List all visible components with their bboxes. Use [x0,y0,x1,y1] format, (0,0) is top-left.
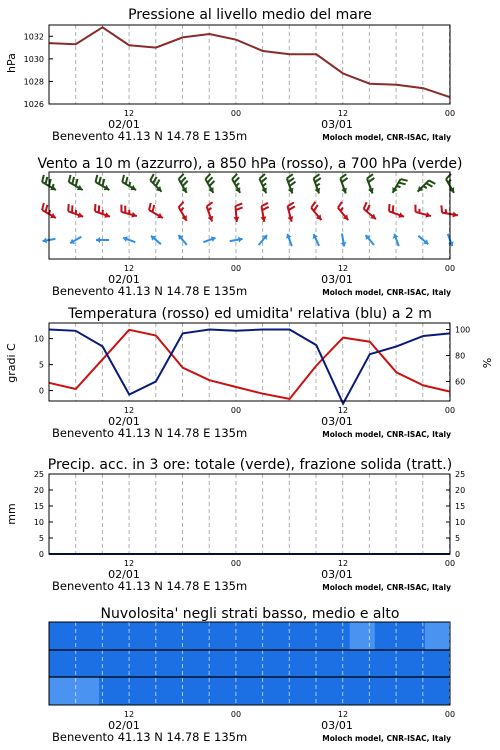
date-label: 03/01 [321,568,353,581]
cloud-cell [224,650,250,677]
wind-barb-feather [236,207,243,210]
time-tick-label: 12 [123,710,135,719]
precip-ylabel: mm [5,503,18,525]
cloud-cell [149,650,175,677]
wind-barb-feather [401,179,408,181]
model-credit: Moloch model, CNR-ISAC, Italy [322,583,451,592]
wind-barb-feather [68,204,69,211]
wind-barb-feather [262,207,269,210]
wind-barb [392,179,407,193]
model-credit: Moloch model, CNR-ISAC, Italy [322,734,451,743]
wind-barb-feather [314,174,320,178]
cloud-cell [174,650,200,677]
time-tick-label: 00 [230,710,242,719]
station-info: Benevento 41.13 N 14.78 E 135m [52,426,248,440]
model-credit: Moloch model, CNR-ISAC, Italy [322,430,451,439]
wind-barb-feather [423,186,427,188]
cloud-cell [99,650,125,677]
wind-barb [179,202,187,221]
wind-barb-feather [426,183,432,187]
wind-barb-feather [179,202,184,207]
wind-barb [233,203,242,222]
date-label: 02/01 [108,568,140,581]
cloud-cell [149,677,175,705]
cloud-cell [174,677,200,705]
time-tick-label: 00 [230,559,242,568]
wind-barb-feather [441,205,442,212]
cloud-cell [350,650,376,677]
wind-barb-feather [95,204,96,211]
y-tick-label: 80 [455,351,466,361]
time-tick-label: 00 [444,109,456,118]
wind-barb-feather [46,177,48,184]
pressure-ylabel: hPa [5,53,18,73]
wind-barb-feather [156,180,160,186]
cloud-cell [99,677,125,705]
y-tick-label: 0 [455,550,461,559]
cloud-cell [400,622,426,650]
time-tick-label: 00 [230,109,242,118]
cloud-cell [74,622,100,650]
wind-barb [207,202,214,221]
time-tick-label: 00 [230,406,242,415]
wind-barb-feather [99,177,101,184]
wind-barb-feather [429,180,435,184]
y-tick-label: 15 [455,502,466,511]
wind-barb-feather [232,174,237,179]
pressure-line [49,27,450,97]
time-tick-label: 00 [444,710,456,719]
wind-barb-feather [207,177,212,182]
time-tick-label: 12 [123,264,135,273]
temperature-panel [5,306,494,440]
cloud-cell [300,677,326,705]
cloud-cell [350,677,376,705]
cloud-cell [49,677,75,705]
wind-barb-feather [129,182,130,186]
wind-barb-feather [364,202,367,209]
cloud-cell [124,677,150,705]
y-tick-label: 20 [455,486,466,495]
cloud-panel [49,606,455,744]
date-label: 03/01 [321,719,353,732]
y-tick-label: 10 [33,518,44,527]
wind-barb-feather [367,174,373,178]
time-tick-label: 00 [444,264,456,273]
y-tick-label: 5 [38,360,44,370]
wind-arrow-head [96,237,100,243]
wind-barb-feather [96,175,98,182]
wind-barb [260,203,268,222]
cloud-cell [425,650,451,677]
wind-barb-feather [99,205,100,212]
wind-barb-feather [205,174,210,179]
wind-barb [179,174,188,193]
wind-barb-feather [290,182,296,186]
y-tick-label: 1026 [23,100,44,109]
wind-barb-feather [288,203,294,207]
wind-arrow-head [43,237,47,243]
wind-barb-head [233,217,239,222]
y-tick-label: 20 [33,486,44,495]
wind-barb [205,174,214,193]
wind-barb-feather [261,178,266,183]
cloud-cell [49,622,75,650]
y-tick-label: 5 [38,534,44,543]
wind-barb-feather [208,208,211,210]
y-tick-label: 15 [33,502,44,511]
y-tick-label: 100 [455,325,471,335]
model-credit: Moloch model, CNR-ISAC, Italy [322,133,451,142]
wind-barb [367,174,374,193]
humidity-ylabel: % [481,357,494,369]
cloud-cell [275,677,301,705]
wind-barb-feather [316,184,319,186]
wind-barb-feather [397,186,401,187]
y-tick-label: 0 [38,550,44,559]
y-tick-label: 1028 [23,77,44,87]
time-tick-label: 12 [123,559,135,568]
time-tick-label: 12 [337,264,349,273]
wind-barb [232,174,240,193]
cloud-cell [425,622,451,650]
pressure-plot-frame [49,25,450,104]
wind-barb-feather [236,183,239,186]
wind-barb-feather [149,203,151,210]
wind-barb-feather [46,205,48,212]
cloud-cell [199,622,225,650]
wind-barb-feather [389,204,390,211]
time-tick-label: 00 [444,559,456,568]
wind-arrow-head [341,242,347,246]
wind-barb-feather [209,181,214,186]
time-tick-label: 12 [337,559,349,568]
cloud-cell [275,622,301,650]
cloud-cell [325,622,351,650]
wind-panel [37,156,462,298]
date-label: 02/01 [108,415,140,428]
y-tick-label: 60 [455,377,466,387]
y-tick-label: 10 [33,334,44,344]
cloud-cell [325,650,351,677]
wind-barb-feather [399,183,406,185]
wind-barb-feather [448,180,451,183]
temperature-line [49,330,450,399]
cloud-title: Nuvolosita' negli strati basso, medio e alto [100,606,400,622]
time-tick-label: 12 [337,710,349,719]
wind-barb-feather [393,205,394,212]
cloud-cell [325,677,351,705]
cloud-cell [99,622,125,650]
cloud-cell [199,650,225,677]
cloud-cell [124,650,150,677]
model-credit: Moloch model, CNR-ISAC, Italy [322,288,451,297]
wind-barb [341,234,347,247]
pressure-panel [5,7,455,143]
cloud-cell [74,677,100,705]
station-info: Benevento 41.13 N 14.78 E 135m [52,579,248,593]
station-info: Benevento 41.13 N 14.78 E 135m [52,129,248,143]
temperature-ylabel: gradi C [5,343,18,383]
time-tick-label: 12 [123,109,135,118]
precip-plot-frame [49,474,450,554]
wind-barb-feather [126,177,128,184]
temperature-plot-frame [49,323,450,401]
wind-barb-feather [181,208,184,211]
wind-barb-feather [42,175,44,182]
wind-barb [418,180,436,191]
wind-barb-feather [234,177,239,182]
cloud-cell [124,622,150,650]
cloud-cell [275,650,301,677]
y-tick-label: 25 [455,470,466,479]
cloud-cell [174,622,200,650]
wind-title: Vento a 10 m (azzurro), a 850 hPa (rosso), a 700 hPa (verde) [37,156,463,172]
cloud-cell [300,650,326,677]
precip-title: Precip. acc. in 3 ore: totale (verde), frazione solida (tratt.) [47,457,453,473]
y-tick-label: 1030 [23,54,44,64]
wind-barb-feather [311,202,315,208]
time-tick-label: 00 [444,406,456,415]
wind-barb-feather [42,203,44,210]
wind-barb-feather [179,174,184,179]
wind-barb [287,203,294,222]
cloud-cell [224,677,250,705]
time-tick-label: 12 [123,406,135,415]
pressure-title: Pressione al livello medio del mare [128,7,372,23]
wind-barb-feather [69,175,71,182]
wind-barb-feather [122,175,124,182]
humidity-line [49,330,450,404]
station-info: Benevento 41.13 N 14.78 E 135m [52,730,248,744]
date-label: 03/01 [321,118,353,131]
y-tick-label: 25 [33,470,44,479]
wind-barb [287,174,296,193]
time-tick-label: 00 [230,264,242,273]
wind-barb-feather [150,174,154,180]
cloud-cell [149,622,175,650]
wind-barb [259,174,266,193]
cloud-cell [74,650,100,677]
time-tick-label: 12 [337,109,349,118]
wind-barb [340,174,347,193]
station-info: Benevento 41.13 N 14.78 E 135m [52,284,248,298]
cloud-cell [400,677,426,705]
wind-barb-feather [72,205,73,212]
wind-barb-feather [181,177,186,182]
wind-arrow-head [238,237,242,243]
y-tick-label: 1032 [23,32,44,42]
y-tick-label: 10 [455,518,466,527]
wind-barb-feather [338,202,342,208]
date-label: 02/01 [108,719,140,732]
time-tick-label: 12 [337,406,349,415]
precip-panel [5,457,465,593]
wind-barb-feather [263,183,266,186]
wind-barb-feather [52,184,53,188]
date-label: 03/01 [321,273,353,286]
wind-barb [448,234,454,246]
cloud-cell [49,650,75,677]
wind-barb-feather [183,181,188,186]
wind-barb-feather [340,174,346,178]
wind-barb-feather [72,177,74,184]
cloud-cell [199,677,225,705]
cloud-cell [400,650,426,677]
date-label: 03/01 [321,415,353,428]
date-label: 02/01 [108,273,140,286]
y-tick-label: 0 [38,386,44,396]
cloud-cell [224,622,250,650]
cloud-cell [350,622,376,650]
date-label: 02/01 [108,118,140,131]
cloud-cell [300,622,326,650]
temperature-title: Temperatura (rosso) ed umidita' relativa (blu) a 2 m [68,306,432,322]
wind-barb-feather [287,174,293,178]
wind-barb-feather [235,203,242,206]
wind-barb-feather [152,205,154,212]
cloud-cell [425,677,451,705]
wind-barb [314,174,321,193]
y-tick-label: 5 [455,534,461,543]
